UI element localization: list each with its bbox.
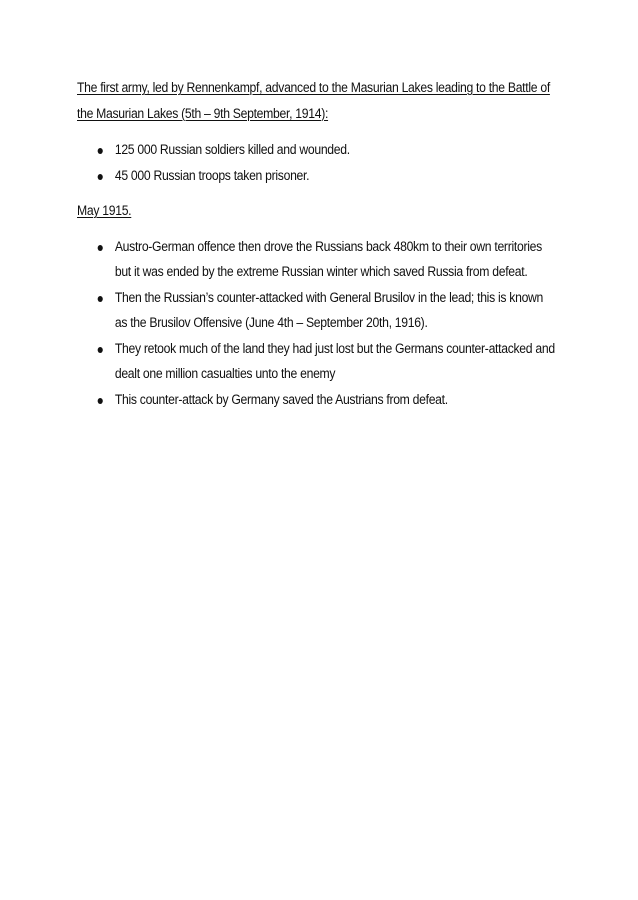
- list-item: Austro-German offence then drove the Russians back 480km to their own territories but it was ended by the extreme Russian winter which saved Russia from defeat.: [77, 235, 557, 286]
- list-item: 125 000 Russian soldiers killed and wounded.: [77, 138, 557, 164]
- section-heading-may-1915: May 1915.: [77, 203, 132, 219]
- bullet-list-casualties: [77, 138, 557, 189]
- list-item: 45 000 Russian troops taken prisoner.: [77, 164, 557, 190]
- list-item: They retook much of the land they had just lost but the Germans counter-attacked and dealt one million casualties unto the enemy: [77, 337, 557, 388]
- bullet-list-1915-events: [77, 235, 557, 414]
- section-heading-battle-masurian-lakes: The first army, led by Rennenkampf, advanced to the Masurian Lakes leading to the Battle of the Masurian Lakes (5th – 9th September, 1914):: [77, 80, 550, 122]
- list-item: Then the Russian’s counter-attacked with General Brusilov in the lead; this is known as the Brusilov Offensive (June 4th – September 20th, 1916).: [77, 286, 557, 337]
- list-item: This counter-attack by Germany saved the Austrians from defeat.: [77, 388, 557, 414]
- document-content: [77, 76, 557, 413]
